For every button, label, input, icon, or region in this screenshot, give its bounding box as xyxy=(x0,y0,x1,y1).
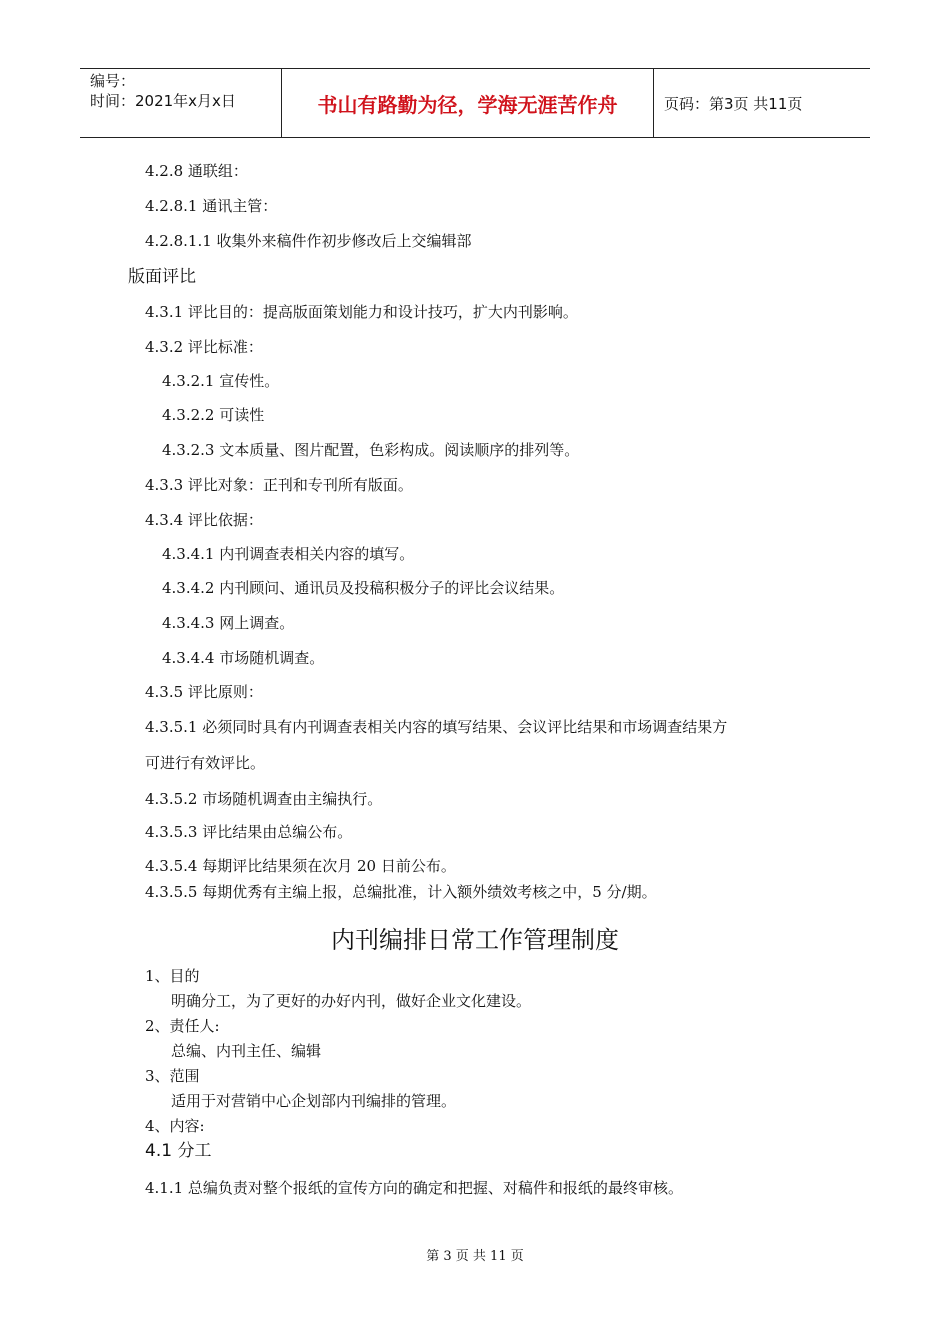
regulation-line: 1、目的 xyxy=(145,967,200,985)
review-line: 4.3.5.5 每期优秀有主编上报，总编批准，计入额外绩效考核之中，5 分/期。 xyxy=(145,883,657,901)
regulation-line: 明确分工，为了更好的办好内刊，做好企业文化建设。 xyxy=(171,992,532,1010)
doc-time-label: 时间：2021年x月x日 xyxy=(90,92,236,110)
review-line: 4.3.4.1 内刊调查表相关内容的填写。 xyxy=(162,545,415,563)
review-line: 4.3.5 评比原则： xyxy=(145,683,263,701)
doc-number-label: 编号： xyxy=(90,72,136,90)
header-divider xyxy=(653,69,654,137)
layout-review-heading: 版面评比 xyxy=(128,267,196,287)
document-header xyxy=(80,68,870,138)
division-heading: 4.1 分工 xyxy=(145,1141,212,1161)
review-line: 4.3.3 评比对象：正刊和专刊所有版面。 xyxy=(145,476,413,494)
header-meta xyxy=(90,71,236,111)
regulation-line-4-1-1: 4.1.1 总编负责对整个报纸的宣传方向的确定和把握、对稿件和报纸的最终审核。 xyxy=(145,1179,683,1197)
review-line: 4.3.5.3 评比结果由总编公布。 xyxy=(145,823,353,841)
review-line: 4.3.2.2 可读性 xyxy=(162,406,265,424)
regulation-line: 2、责任人: xyxy=(145,1017,220,1035)
regulation-line: 3、范围 xyxy=(145,1067,200,1085)
regulation-line: 4、内容: xyxy=(145,1117,205,1135)
review-line: 4.3.5.4 每期评比结果须在次月 20 日前公布。 xyxy=(145,857,456,875)
regulation-line: 总编、内刊主任、编辑 xyxy=(171,1042,322,1060)
section-4-2-8-1: 4.2.8.1 通讯主管： xyxy=(145,197,278,215)
review-line: 4.3.4.4 市场随机调查。 xyxy=(162,649,325,667)
review-line: 4.3.2.1 宣传性。 xyxy=(162,372,280,390)
review-line: 4.3.2 评比标准： xyxy=(145,338,263,356)
section-4-2-8-1-1: 4.2.8.1.1 收集外来稿件作初步修改后上交编辑部 xyxy=(145,232,472,250)
regulation-line: 适用于对营销中心企划部内刊编排的管理。 xyxy=(171,1092,457,1110)
regulation-title: 内刊编排日常工作管理制度 xyxy=(331,926,619,954)
review-line: 4.3.4.2 内刊顾问、通讯员及投稿积极分子的评比会议结果。 xyxy=(162,579,565,597)
header-page-info: 页码：第3页 共11页 xyxy=(664,94,803,113)
review-line: 4.3.4.3 网上调查。 xyxy=(162,614,295,632)
review-line: 可进行有效评比。 xyxy=(145,754,266,772)
review-line: 4.3.1 评比目的：提高版面策划能力和设计技巧，扩大内刊影响。 xyxy=(145,303,578,321)
page-footer: 第 3 页 共 11 页 xyxy=(426,1249,524,1264)
review-line: 4.3.5.2 市场随机调查由主编执行。 xyxy=(145,790,383,808)
section-4-2-8: 4.2.8 通联组： xyxy=(145,162,248,180)
review-line: 4.3.4 评比依据： xyxy=(145,511,263,529)
review-line: 4.3.5.1 必须同时具有内刊调查表相关内容的填写结果、会议评比结果和市场调查结果方 xyxy=(145,718,728,736)
header-motto: 书山有路勤为径，学海无涯苦作舟 xyxy=(317,92,618,117)
review-line: 4.3.2.3 文本质量、图片配置，色彩构成。阅读顺序的排列等。 xyxy=(162,441,580,459)
